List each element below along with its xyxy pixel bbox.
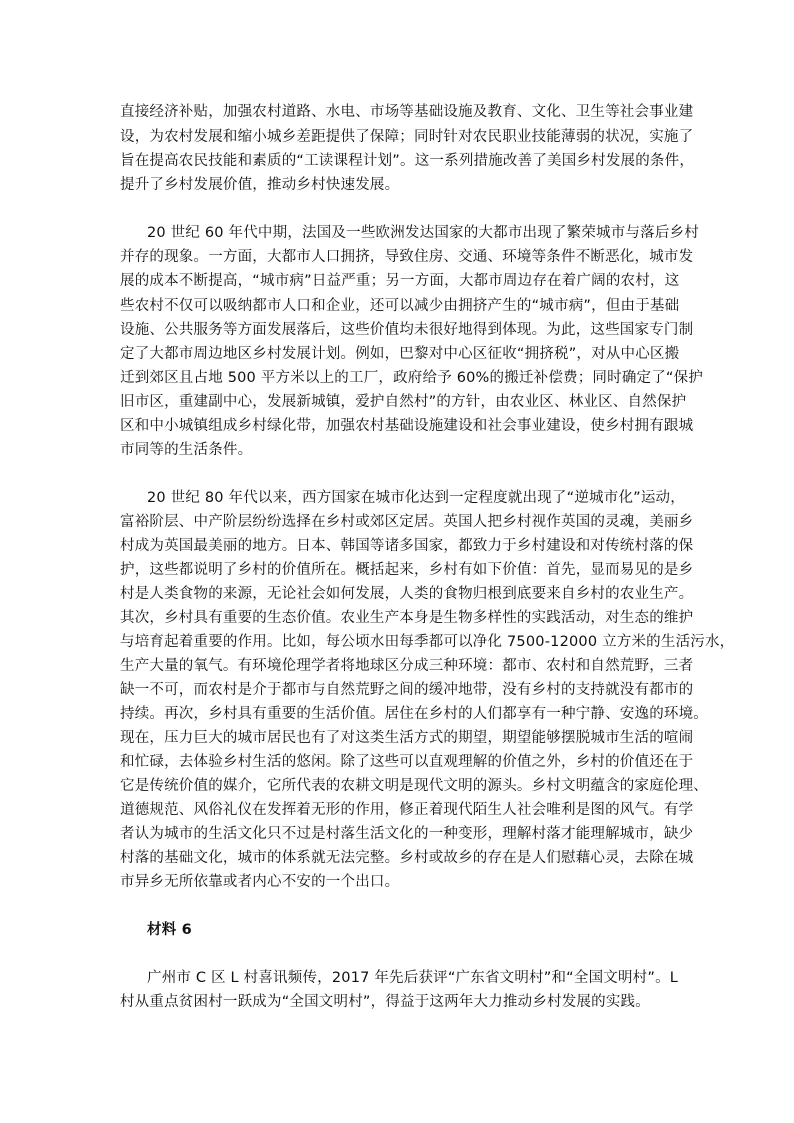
paragraph-1-line: 直接经济补贴，加强农村道路、水电、市场等基础设施及教育、文化、卫生等社会事业建 [120,104,694,120]
paragraph-3-line: 市异乡无所依靠或者内心不安的一个出口。 [120,874,400,890]
paragraph-1-line: 设，为农村发展和缩小城乡差距提供了保障；同时针对农民职业技能薄弱的状况，实施了 [120,129,694,145]
paragraph-2-line: 旧市区，重建副中心，发展新城镇，爱护自然村”的方针，由农业区、林业区、自然保护 [120,394,687,410]
paragraph-3-line: 村成为英国最美丽的地方。日本、韩国等诸多国家，都致力于乡村建设和对传统村落的保 [120,538,694,554]
paragraph-3-line: 富裕阶层、中产阶层纷纷选择在乡村或郊区定居。英国人把乡村视作英国的灵魂，美丽乡 [120,514,694,530]
paragraph-4-line: 广州市 C 区 L 村喜讯频传，2017 年先后获评“广东省文明村”和“全国文明村”。L [147,970,679,986]
paragraph-2-line: 迁到郊区且占地 500 平方米以上的工厂，政府给予 60%的搬迁补偿费；同时确定了“保护 [120,370,704,386]
paragraph-2-line: 市同等的生活条件。 [120,442,253,458]
paragraph-2-line: 定了大都市周边地区乡村发展计划。例如，巴黎对中心区征收“拥挤税”，对从中心区搬 [120,346,680,362]
paragraph-2-line: 并存的现象。一方面，大都市人口拥挤，导致住房、交通、环境等条件不断恶化，城市发 [120,249,694,265]
paragraph-3-line: 缺一不可，而农村是介于都市与自然荒野之间的缓冲地带，没有乡村的支持就没有都市的 [120,682,694,698]
paragraph-1-line: 提升了乡村发展价值，推动乡村快速发展。 [120,177,400,193]
paragraph-2-line: 些农村不仅可以吸纳都市人口和企业，还可以减少由拥挤产生的“城市病”，但由于基础 [120,298,680,314]
paragraph-2-line: 展的成本不断提高，“城市病”日益严重；另一方面，大都市周边存在着广阔的农村，这 [120,273,680,289]
paragraph-3-line: 20 世纪 80 年代以来，西方国家在城市化达到一定程度就出现了“逆城市化”运动， [147,490,685,506]
paragraph-3-line: 生产大量的氧气。有环境伦理学者将地球区分成三种环境：都市、农村和自然荒野，三者 [120,658,694,674]
paragraph-3-line: 它是传统价值的媒介，它所代表的农耕文明是现代文明的源头。乡村文明蕴含的家庭伦理、 [120,778,708,794]
paragraph-3-line: 者认为城市的生活文化只不过是村落生活文化的一种变形，理解村落才能理解城市，缺少 [120,826,694,842]
paragraph-4-line: 村从重点贫困村一跃成为“全国文明村”，得益于这两年大力推动乡村发展的实践。 [120,994,650,1010]
paragraph-3-line: 现在，压力巨大的城市居民也有了对这类生活方式的期望，期望能够摆脱城市生活的喧闹 [120,730,694,746]
paragraph-3-line: 与培育起着重要的作用。比如，每公顷水田每季都可以净化 7500-12000 立方米的生活污水， [120,634,735,650]
paragraph-2-line: 20 世纪 60 年代中期，法国及一些欧洲发达国家的大都市出现了繁荣城市与落后乡村 [147,225,699,241]
paragraph-2-line: 设施、公共服务等方面发展落后，这些价值均未很好地得到体现。为此，这些国家专门制 [120,322,694,338]
paragraph-2-line: 区和中小城镇组成乡村绿化带，加强农村基础设施建设和社会事业建设，使乡村拥有跟城 [120,418,694,434]
paragraph-3-line: 护，这些都说明了乡村的价值所在。概括起来，乡村有如下价值：首先，显而易见的是乡 [120,562,694,578]
section-heading: 材料 6 [147,922,192,938]
paragraph-3-line: 村落的基础文化，城市的体系就无法完整。乡村或故乡的存在是人们慰藉心灵，去除在城 [120,850,694,866]
paragraph-3-line: 持续。再次，乡村具有重要的生活价值。居住在乡村的人们都享有一种宁静、安逸的环境。 [120,706,708,722]
paragraph-3-line: 其次，乡村具有重要的生态价值。农业生产本身是生物多样性的实践活动，对生态的维护 [120,610,694,626]
paragraph-3-line: 道德规范、风俗礼仪在发挥着无形的作用，修正着现代陌生人社会唯利是图的风气。有学 [120,802,694,818]
paragraph-3-line: 和忙碌，去体验乡村生活的悠闲。除了这些可以直观理解的价值之外，乡村的价值还在于 [120,754,694,770]
paragraph-1-line: 旨在提高农民技能和素质的“工读课程计划”。这一系列措施改善了美国乡村发展的条件， [120,153,695,169]
paragraph-3-line: 村是人类食物的来源，无论社会如何发展，人类的食物归根到底要来自乡村的农业生产。 [120,586,694,602]
